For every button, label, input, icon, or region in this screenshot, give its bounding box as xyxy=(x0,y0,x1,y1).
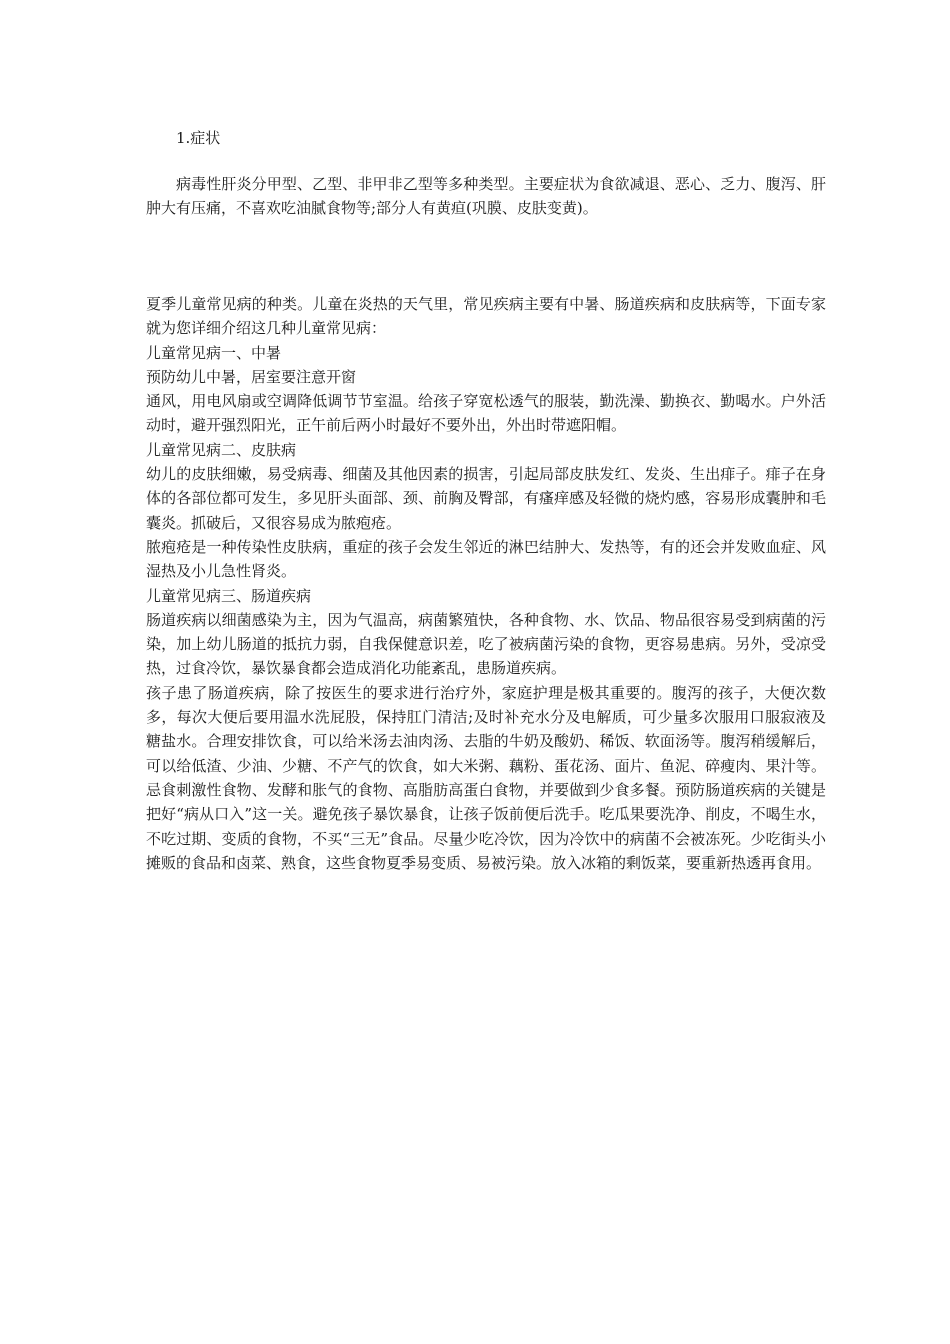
heatstroke-heading: 儿童常见病一、中暑 xyxy=(146,343,282,362)
skin-disease-paragraph: 幼儿的皮肤细嫩，易受病毒、细菌及其他因素的损害，引起局部皮肤发红、发炎、生出痱子。痱子在身体的各部位都可发生，多见肝头面部、颈、前胸及臀部，有瘙痒感及轻微的烧灼感，容易形成囊肿和毛囊炎。抓破后，又很容易成为脓疱疮。 xyxy=(146,465,826,532)
impetigo-paragraph: 脓疱疮是一种传染性皮肤病，重症的孩子会发生邻近的淋巴结肿大、发热等，有的还会并发败血症、风湿热及小儿急性肾炎。 xyxy=(146,537,826,581)
symptoms-heading: 1.症状 xyxy=(176,129,221,147)
summer-diseases-section xyxy=(146,292,826,875)
home-care-paragraph: 孩子患了肠道疾病，除了按医生的要求进行治疗外，家庭护理是极其重要的。腹泻的孩子，大便次数多，每次大便后要用温水洗屁股，保持肛门清洁;及时补充水分及电解质，可少量多次服用口服寂液及糖盐水。合理安排饮食，可以给米汤去油肉汤、去脂的牛奶及酸奶、稀饭、软面汤等。腹泻稍缓解后，可以给低渣、少油、少糖、不产气的饮食，如大米粥、藕粉、蛋花汤、面片、鱼泥、碎瘦肉、果汁等。忌食刺激性食物、发酵和胀气的食物、高脂肪高蛋白食物，并要做到少食多餐。预防肠道疾病的关键是把好“病从口入”这一关。避免孩子暴饮暴食，让孩子饭前便后洗手。吃瓜果要洗净、削皮，不喝生水，不吃过期、变质的食物，不买“三无”食品。尽量少吃冷饮，因为冷饮中的病菌不会被冻死。少吃街头小摊贩的食品和卤菜、熟食，这些食物夏季易变质、易被污染。放入冰箱的剩饭菜，要重新热透再食用。 xyxy=(146,683,826,872)
hepatitis-paragraph: 病毒性肝炎分甲型、乙型、非甲非乙型等多种类型。主要症状为食欲减退、恶心、乏力、腹泻、肝肿大有压痛，不喜欢吃油腻食物等;部分人有黄疸(巩膜、皮肤变黄)。 xyxy=(146,175,826,217)
intestinal-disease-heading: 儿童常见病三、肠道疾病 xyxy=(146,586,312,605)
heatstroke-paragraph: 通风，用电风扇或空调降低调节节室温。给孩子穿宽松透气的服装，勤洗澡、勤换衣、勤喝水。户外活动时，避开强烈阳光，正午前后两小时最好不要外出，外出时带遮阳帽。 xyxy=(146,392,826,435)
intestinal-disease-paragraph: 肠道疾病以细菌感染为主，因为气温高，病菌繁殖快，各种食物、水、饮品、物品很容易受到病菌的污染，加上幼儿肠道的抵抗力弱，自我保健意识差，吃了被病菌污染的食物，更容易患病。另外，受凉受热，过食冷饮，暴饮暴食都会造成消化功能紊乱，患肠道疾病。 xyxy=(146,610,826,678)
heatstroke-subheading: 预防幼儿中暑，居室要注意开窗 xyxy=(146,367,357,386)
intro-paragraph: 夏季儿童常见病的种类。儿童在炎热的天气里，常见疾病主要有中暑、肠道疾病和皮肤病等，下面专家就为您详细介绍这几种儿童常见病： xyxy=(146,295,826,338)
hepatitis-section xyxy=(146,126,826,220)
skin-disease-heading: 儿童常见病二、皮肤病 xyxy=(146,440,297,459)
